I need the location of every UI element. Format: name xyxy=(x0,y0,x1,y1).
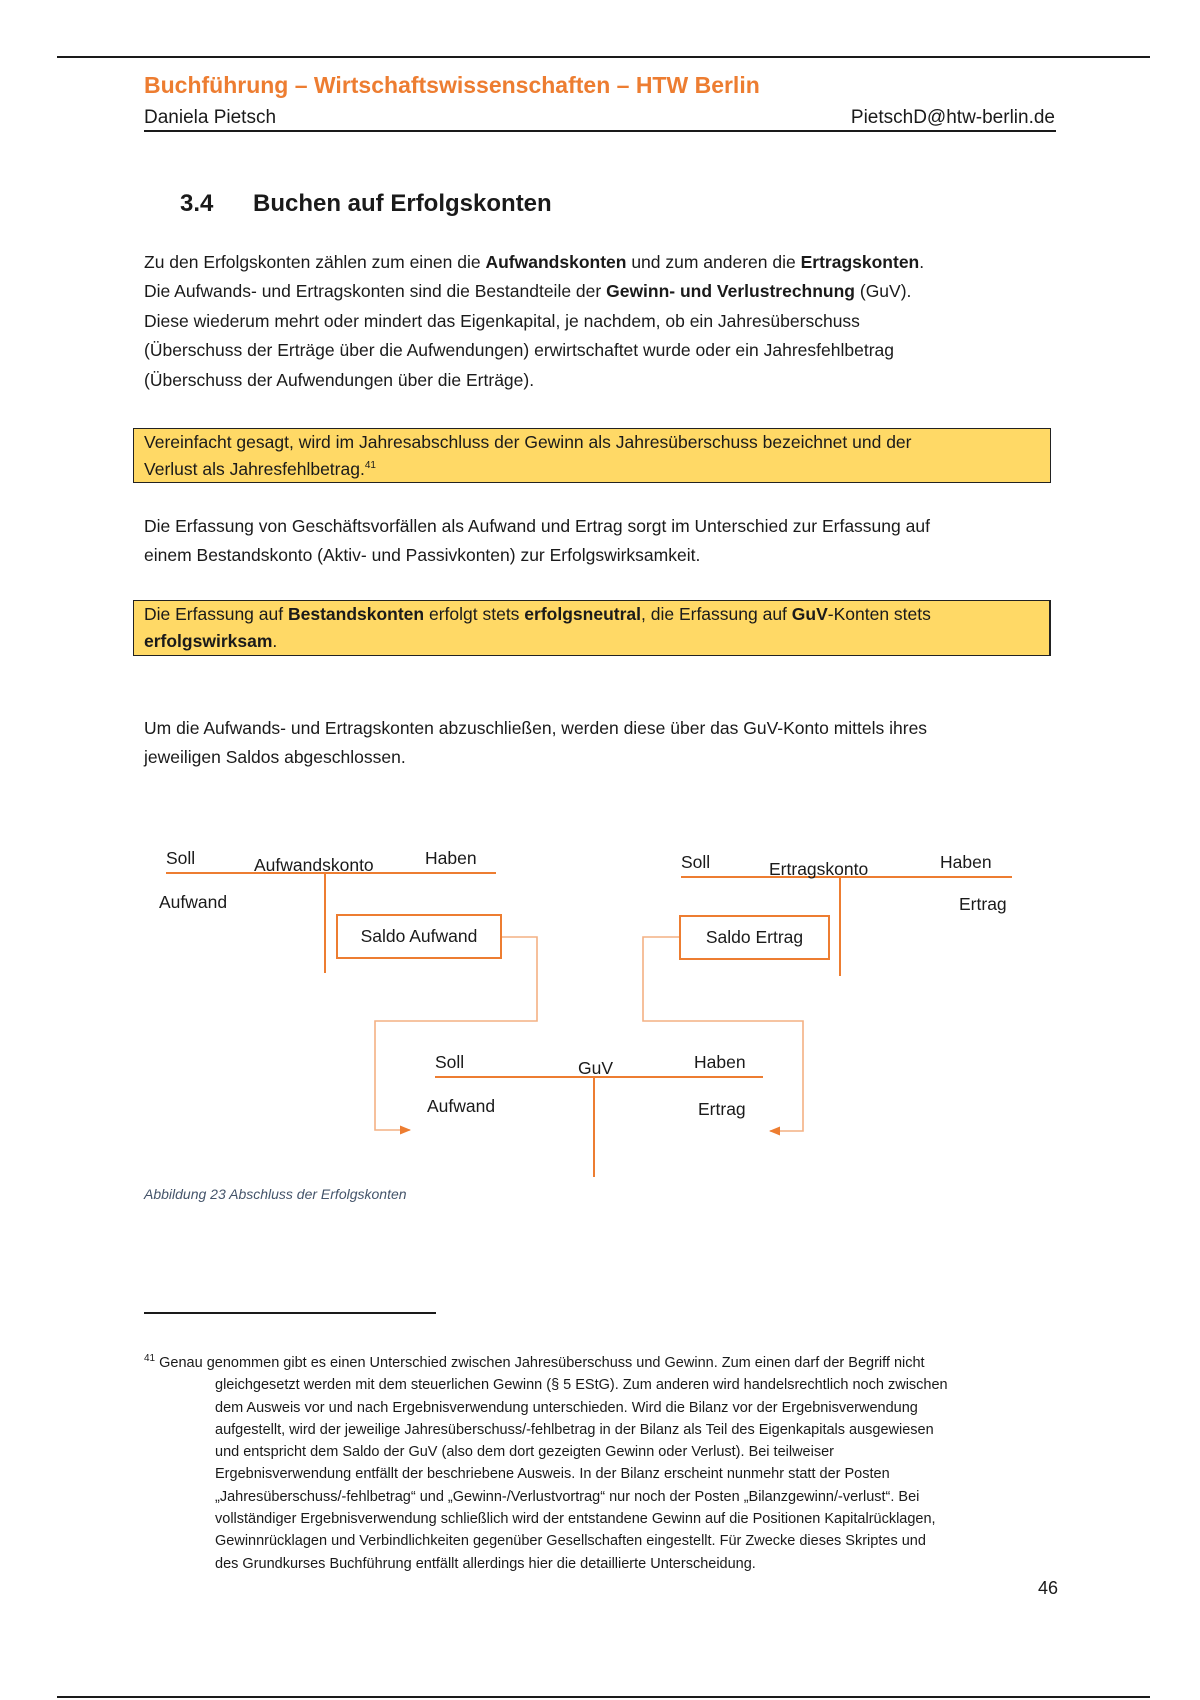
aufwandskonto-haben-label: Haben xyxy=(425,848,477,868)
text-line xyxy=(144,456,1044,483)
bold-text: Ertragskonten xyxy=(800,252,920,272)
bold-text: Gewinn- und Verlustrechnung xyxy=(606,281,855,302)
aufwandskonto-soll-label: Soll xyxy=(166,848,196,868)
guv-soll-label: Soll xyxy=(435,1052,465,1072)
text-segment: dem Ausweis vor und nach Ergebnisverwendung unterschieden. Wird die Bilanz vor der Ergebnisverwendung xyxy=(215,1399,918,1416)
text-segment: Zu den Erfolgskonten zählen zum einen die xyxy=(144,252,486,272)
text-line xyxy=(144,628,1043,655)
bold-text: Aufwandskonten xyxy=(485,252,627,272)
header-title: Buchführung – Wirtschaftswissenschaften – HTW Berlin xyxy=(144,72,760,98)
text-segment: und zum anderen die xyxy=(626,252,801,272)
page-number: 46 xyxy=(1037,1578,1058,1598)
text-line xyxy=(215,1419,1056,1441)
text-segment: Die Erfassung auf xyxy=(144,604,288,624)
text-segment: einem Bestandskonto (Aktiv- und Passivkonten) zur Erfolgswirksamkeit. xyxy=(144,545,701,566)
text-line xyxy=(144,1352,1056,1374)
text-segment: . xyxy=(919,252,925,272)
text-line xyxy=(144,429,1044,456)
text-line xyxy=(215,1397,1056,1419)
header-email-link[interactable]: PietschD@htw-berlin.de xyxy=(850,107,1055,128)
saldo-aufwand-box: Saldo Aufwand xyxy=(336,914,502,959)
text-segment: Vereinfacht gesagt, wird im Jahresabschluss der Gewinn als Jahresüberschuss bezeichnet und der xyxy=(144,432,912,452)
text-segment: , die Erfassung auf xyxy=(641,604,792,624)
text-segment: vollständiger Ergebnisverwendung schließlich wird der entstandene Gewinn auf die Positionen Kapitalrücklagen, xyxy=(215,1511,936,1528)
guv-debit-entry: Aufwand xyxy=(427,1096,496,1116)
text-line xyxy=(144,743,1056,772)
text-segment: Genau genommen gibt es einen Unterschied zwischen Jahresüberschuss und Gewinn. Zum einen darf der Begriff nicht xyxy=(155,1355,925,1371)
text-line xyxy=(215,1553,1056,1575)
text-segment: und entspricht dem Saldo der GuV (also dem dort gezeigten Gewinn oder Verlust). Bei teilweiser xyxy=(215,1444,834,1461)
text-segment: „Jahresüberschuss/-fehlbetrag“ und „Gewinn-/Verlustvortrag“ nur noch der Posten „Bilanzgewinn/-verlust“. Bei xyxy=(215,1488,920,1505)
text-segment: Die Aufwands- und Ertragskonten sind die Bestandteile der xyxy=(144,281,607,302)
text-segment: . xyxy=(272,631,278,651)
text-line xyxy=(144,541,1056,570)
ertragskonto-title: Ertragskonto xyxy=(769,859,869,879)
section-number: 3.4 xyxy=(180,190,214,217)
text-segment: Die Erfassung von Geschäftsvorfällen als Aufwand und Ertrag sorgt im Unterschied zur Erfassung auf xyxy=(144,516,930,536)
text-segment: Verlust als Jahresfehlbetrag. xyxy=(144,458,365,479)
text-line xyxy=(215,1463,1056,1485)
intro-paragraph xyxy=(144,248,1056,395)
text-segment: (GuV). xyxy=(855,281,912,302)
text-segment: -Konten stets xyxy=(827,604,931,624)
text-segment: jeweiligen Saldos abgeschlossen. xyxy=(144,747,406,768)
ertragskonto-haben-label: Haben xyxy=(940,852,992,872)
guv-title: GuV xyxy=(578,1058,614,1078)
text-segment: (Überschuss der Erträge über die Aufwendungen) erwirtschaftet wurde oder ein Jahresfehlbetrag xyxy=(144,340,894,361)
text-line xyxy=(144,601,1043,628)
footnote-reference[interactable]: 41 xyxy=(364,459,376,471)
text-line xyxy=(215,1508,1056,1530)
header-underline xyxy=(144,130,1056,132)
text-line xyxy=(144,336,1056,365)
text-segment: Ergebnisverwendung entfällt der beschriebene Ausweis. In der Bilanz erscheint nunmehr statt der Posten xyxy=(215,1466,890,1483)
text-line xyxy=(144,277,1056,306)
section-title: Buchen auf Erfolgskonten xyxy=(253,190,552,217)
bold-text: GuV xyxy=(791,604,828,624)
text-line xyxy=(215,1530,1056,1552)
text-segment: des Grundkurses Buchführung entfällt allerdings hier die detaillierte Unterscheidung. xyxy=(215,1555,756,1572)
page-bottom-rule xyxy=(57,1696,1150,1698)
bold-text: erfolgswirksam xyxy=(144,631,273,651)
text-line xyxy=(144,307,1056,336)
ertragskonto-soll-label: Soll xyxy=(681,852,711,872)
aufwandskonto-title: Aufwandskonto xyxy=(254,855,374,875)
text-segment: Diese wiederum mehrt oder mindert das Eigenkapital, je nachdem, ob ein Jahresüberschuss xyxy=(144,310,860,331)
footnote-41 xyxy=(144,1352,1056,1575)
figure-caption: Abbildung 23 Abschluss der Erfolgskonten xyxy=(144,1186,407,1202)
text-segment: (Überschuss der Aufwendungen über die Erträge). xyxy=(144,369,535,390)
text-line xyxy=(144,248,1056,277)
text-segment: erfolgt stets xyxy=(424,604,525,624)
text-segment: Gewinnrücklagen und Verbindlichkeiten gegenüber Gesellschaften eingestellt. Für Zwecke dieses Skriptes und xyxy=(215,1533,926,1550)
aufwandskonto-entry: Aufwand xyxy=(159,892,228,912)
text-line xyxy=(144,366,1056,395)
recording-paragraph xyxy=(144,512,1056,571)
text-line xyxy=(144,714,1056,743)
text-segment: Um die Aufwands- und Ertragskonten abzuschließen, werden diese über das GuV-Konto mittels ihres xyxy=(144,718,928,738)
footnote-reference[interactable]: 41 xyxy=(144,1353,156,1365)
text-line xyxy=(215,1486,1056,1508)
bold-text: Bestandskonten xyxy=(287,604,425,624)
header-author: Daniela Pietsch xyxy=(144,107,277,128)
text-line xyxy=(215,1374,1056,1396)
saldo-ertrag-box: Saldo Ertrag xyxy=(679,915,830,960)
text-segment: gleichgesetzt werden mit dem steuerlichen Gewinn (§ 5 EStG). Zum anderen wird handelsrechtlich noch zwischen xyxy=(215,1377,948,1394)
footnote-separator xyxy=(144,1312,436,1314)
bold-text: erfolgsneutral xyxy=(524,604,641,624)
highlight-box-rule xyxy=(133,600,1051,656)
highlight-box-simplified xyxy=(133,428,1051,483)
text-line xyxy=(215,1441,1056,1463)
guv-haben-label: Haben xyxy=(694,1052,746,1072)
text-segment: aufgestellt, wird der jeweilige Jahresüberschuss/-fehlbetrag in der Bilanz als Teil des Eigenkapitals ausgewiesen xyxy=(215,1421,934,1438)
closing-paragraph xyxy=(144,714,1056,773)
ertragskonto-entry: Ertrag xyxy=(959,894,1007,914)
text-line xyxy=(144,512,1056,541)
page-top-rule xyxy=(57,56,1150,58)
guv-credit-entry: Ertrag xyxy=(698,1099,746,1119)
